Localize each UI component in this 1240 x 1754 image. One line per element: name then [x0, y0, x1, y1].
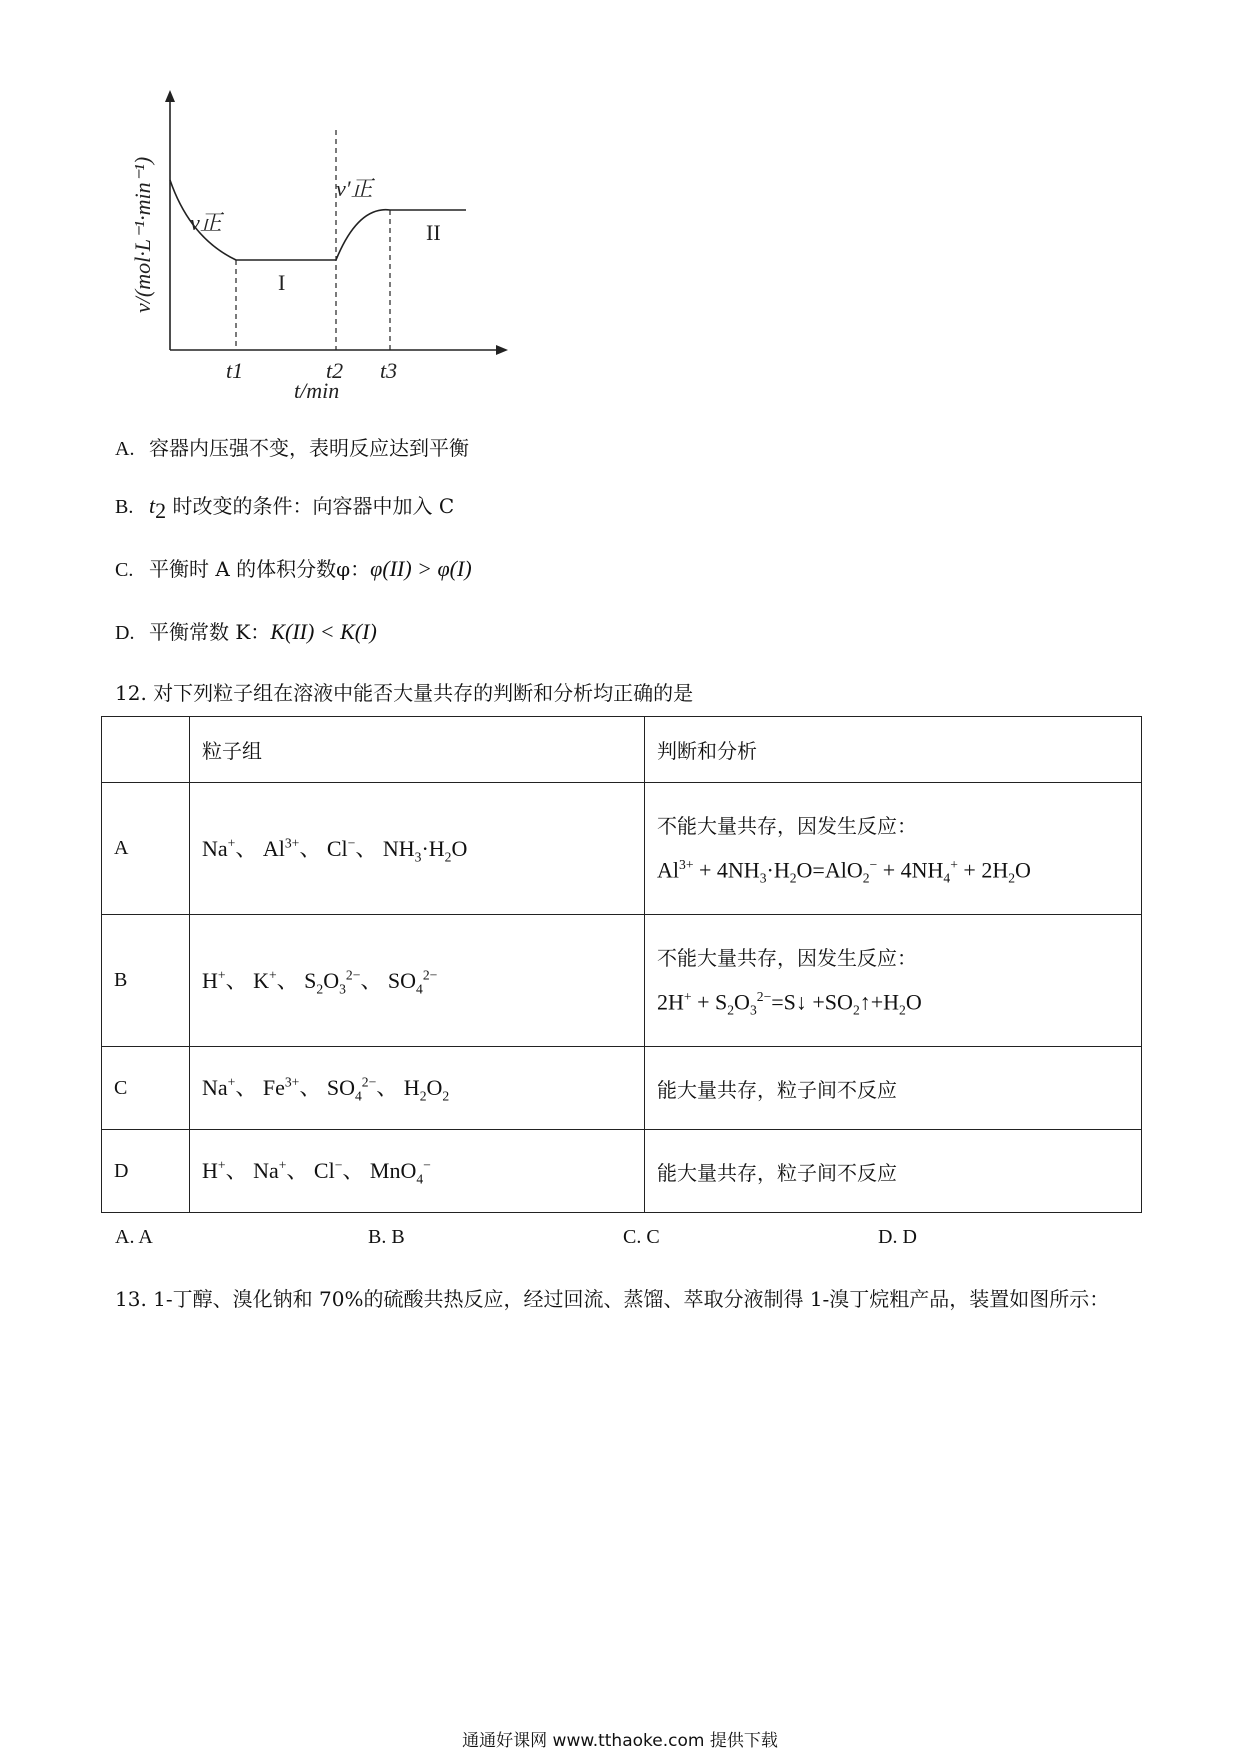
row-particles: Na+、 $Fe^{3+}$、 $SO_4^{2-}$、 $H_2O_2$ — [190, 1047, 645, 1130]
row-letter: A — [102, 783, 190, 915]
q11-option-a — [115, 432, 469, 461]
option-letter: D. — [115, 622, 135, 644]
row-particles: Na+、 $Al^{3+}$、 Cl−、 $NH_3\cdot H_2O$ — [190, 783, 645, 915]
curve-label-v: v正 — [190, 210, 222, 235]
table-row-c — [102, 1047, 1142, 1130]
header-cell-analysis: 判断和分析 — [645, 717, 1142, 783]
x-axis-label: t/min — [294, 378, 340, 403]
option-math: K(II) < K(I) — [270, 619, 377, 644]
table-row-d — [102, 1130, 1142, 1213]
row-analysis — [645, 783, 1142, 915]
q12-table — [101, 716, 1142, 1213]
row-letter: D — [102, 1130, 190, 1213]
table-header-row — [102, 717, 1142, 783]
option-letter: A. — [115, 438, 135, 460]
answer-b: B. B — [368, 1226, 405, 1248]
option-math: φ(II) > φ(I) — [370, 556, 472, 581]
q11-option-c — [115, 553, 472, 582]
header-cell-particles: 粒子组 — [190, 717, 645, 783]
q13-stem: 13. 1-丁醇、溴化钠和 70%的硫酸共热反应，经过回流、蒸馏、萃取分液制得 1-溴丁烷粗产品，装置如图所示： — [115, 1287, 1110, 1311]
header-cell-blank — [102, 717, 190, 783]
y-axis-arrow — [165, 90, 175, 102]
q11-option-b — [115, 490, 454, 524]
tick-t2: t2 — [326, 358, 344, 383]
row-analysis: 能大量共存，粒子间不反应 — [645, 1130, 1142, 1213]
option-text: 平衡时 A 的体积分数φ： — [149, 557, 371, 581]
table-row-b — [102, 915, 1142, 1047]
row-particles: H+、 Na+、 Cl−、 MnO$_4$− — [190, 1130, 645, 1213]
y-axis-label: v/(mol·L⁻¹·min⁻¹) — [130, 156, 155, 313]
option-sub: 2 — [155, 498, 167, 523]
option-var: t — [149, 493, 156, 518]
region-label-2: II — [426, 220, 441, 245]
page-footer: 通通好课网 www.tthaoke.com 提供下载 — [462, 1731, 778, 1751]
row-particles: H+、 K+、 $S_2O_3^{2-}$、 $SO_4^{2-}$ — [190, 915, 645, 1047]
rate-time-graph — [118, 88, 518, 418]
analysis-equation: $2H^+ + S_2O_3^{2-}=S↓$ $+SO_2↑+H_2O$ — [657, 989, 922, 1018]
tick-t1: t1 — [226, 358, 244, 383]
row-analysis — [645, 915, 1142, 1047]
region-label-1: I — [278, 270, 286, 295]
row-analysis: 能大量共存，粒子间不反应 — [645, 1047, 1142, 1130]
table-row-a — [102, 783, 1142, 915]
option-text: 时改变的条件：向容器中加入 C — [172, 494, 455, 518]
row-letter: C — [102, 1047, 190, 1130]
answer-d: D. D — [878, 1226, 917, 1248]
analysis-text: 不能大量共存，因发生反应： — [657, 946, 917, 971]
curve-label-v-prime: v′正 — [336, 176, 373, 201]
analysis-text: 不能大量共存，因发生反应： — [657, 814, 917, 839]
option-text: 容器内压强不变，表明反应达到平衡 — [149, 436, 469, 460]
answer-a: A. A — [115, 1226, 153, 1248]
answer-c: C. C — [623, 1226, 660, 1248]
option-letter: C. — [115, 559, 134, 581]
tick-t3: t3 — [380, 358, 398, 383]
q12-stem: 12. 对下列粒子组在溶液中能否大量共存的判断和分析均正确的是 — [115, 681, 694, 705]
row-letter: B — [102, 915, 190, 1047]
option-text: 平衡常数 K： — [149, 620, 271, 644]
option-letter: B. — [115, 496, 134, 518]
q11-option-d — [115, 616, 377, 645]
x-axis-arrow — [496, 345, 508, 355]
analysis-equation: $Al^{3+} + 4NH_3\cdot H_2O=AlO_2^- + 4NH_4^+ + 2H_2O$ — [657, 857, 1031, 886]
